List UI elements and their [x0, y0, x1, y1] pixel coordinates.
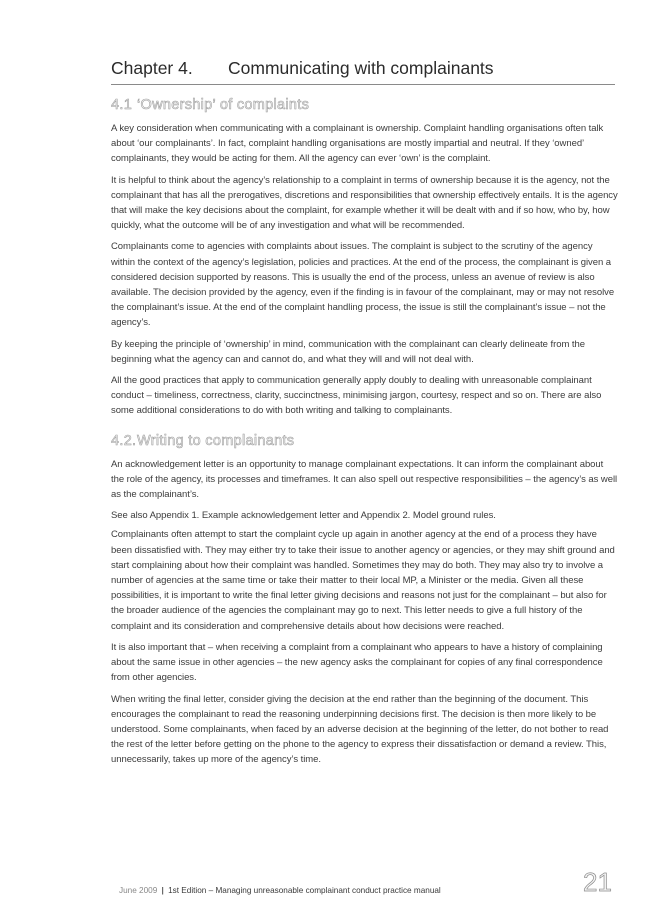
footer-date: June 2009	[119, 886, 158, 895]
page-number: 21	[583, 867, 612, 897]
paragraph: See also Appendix 1. Example acknowledgement letter and Appendix 2. Model ground rules.	[111, 510, 496, 522]
footer-separator: |	[161, 886, 164, 895]
paragraph: It is helpful to think about the agency’s relationship to a complaint in terms of ownership because it is the agency, not the complainant that has all the prerogatives, discretions and responsibilities that ownership effectively entails. It is the agency that will make the key decisions about the complaint, for example whether it will be dealt with and if so how, who by, how quickly, what the outcome will be of any investigation and what will be recommended.	[111, 174, 618, 232]
paragraph: When writing the final letter, consider giving the decision at the end rather than the beginning of the document. This encourages the complainant to read the reasoning underpinning decisions first. The decision is then more likely to be understood. Some complainants, when faced by an adverse decision at the beginning of the letter, do not bother to read the rest of the letter before getting on the phone to the agency to express their dissatisfaction or demand a review. This, unnecessarily, takes up more of the agency’s time.	[111, 693, 609, 766]
section-number: 4.1	[111, 97, 133, 113]
paragraph: An acknowledgement letter is an opportunity to manage complainant expectations. It can inform the complainant about the role of the agency, its processes and timeframes. It can also spell out respective responsibilities – the agency’s as well as the complainant’s.	[111, 458, 618, 501]
section-heading-4-2	[111, 433, 618, 449]
paragraph: All the good practices that apply to communication generally apply doubly to dealing with unreasonable complainant conduct – timeliness, correctness, clarity, succinctness, minimising jargon, courtesy, respect and so on. There are also some additional considerations to do with both writing and talking to complainants.	[111, 375, 602, 417]
section-title: Writing to complainants	[137, 432, 295, 449]
paragraph: By keeping the principle of ‘ownership’ in mind, communication with the complainant can clearly delineate from the beginning what the agency can and cannot do, and what they will and will not deal with.	[111, 338, 585, 365]
page-footer	[119, 886, 549, 895]
paragraph: Complainants often attempt to start the complaint cycle up again in another agency at the end of a process they have been dissatisfied with. They may either try to take their issue to another agency or agencies, or they may shift ground and start complaining about how their complaint was handled. Sometimes they may do both. They may also try to involve a number of agencies at the same time or take their matter to their local MP, a Minister or the media. Given all these possibilities, it is important to write the final letter giving decisions and reasons not just for the complainant – but also for the broader audience of the agencies the complainant may go to next. This letter needs to give a full history of the complaint and its consideration and comprehensive details about how decisions were reached.	[111, 529, 615, 632]
paragraph: It is also important that – when receiving a complaint from a complainant who appears to have a history of complaining about the same issue in other agencies – the new agency asks the complainant for copies of any final correspondence from other agencies.	[111, 641, 603, 684]
chapter-title: Communicating with complainants	[228, 58, 494, 78]
section-title: ‘Ownership’ of complaints	[137, 97, 310, 113]
chapter-number: Chapter 4.	[111, 58, 193, 78]
chapter-header	[111, 58, 615, 85]
paragraph: Complainants come to agencies with complaints about issues. The complaint is subject to the scrutiny of the agency within the context of the agency’s legislation, policies and practices. At the end of the process, the complainant is given a considered decision supported by reasons. This is usually the end of the process, unless an avenue of review is also available. The decision provided by the agency, even if the finding is in favour of the complainant, may or may not resolve the complainant’s issue. At the end of the complaint handling process, the issue is still the complainant’s issue – not the agency’s.	[111, 241, 615, 329]
page-content	[111, 97, 618, 774]
footer-text: 1st Edition – Managing unreasonable complainant conduct practice manual	[168, 886, 441, 895]
paragraph: A key consideration when communicating with a complainant is ownership. Complaint handling organisations often talk about ‘our complainants’. In fact, complaint handling organisations are mostly impartial and neutral. If they ‘owned’ complainants, they would be acting for them. All the agency can ever ‘own’ is the complaint.	[111, 123, 604, 165]
section-heading-4-1	[111, 97, 618, 113]
section-number: 4.2.	[111, 432, 137, 449]
